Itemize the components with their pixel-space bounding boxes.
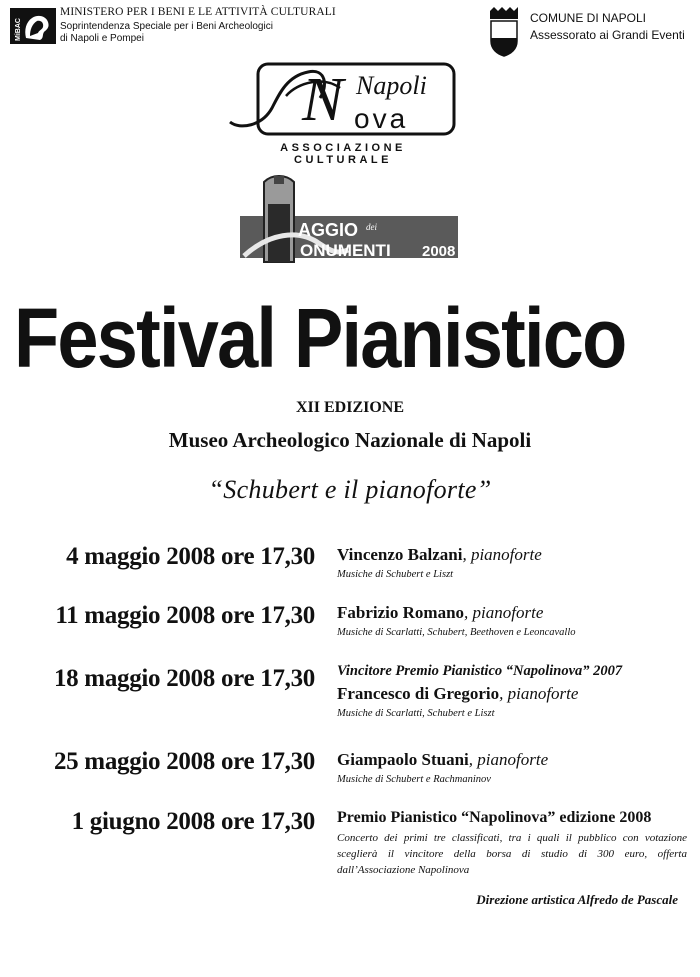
napolinova-logo-word1: Napoli xyxy=(356,71,427,100)
comune-block xyxy=(530,10,685,44)
napolinova-logo-word2: ova xyxy=(354,103,409,134)
concert-program: Musiche di Schubert e Liszt xyxy=(337,569,454,580)
performer-name: Vincenzo Balzani xyxy=(337,545,463,564)
napolinova-logo xyxy=(228,62,458,138)
concert-program: Musiche di Scarlatti, Schubert, Beethoven e Leoncavallo xyxy=(337,627,576,638)
concert-program: Musiche di Scarlatti, Schubert e Liszt xyxy=(337,708,495,719)
ministry-logo xyxy=(10,8,56,44)
comune-crest-icon xyxy=(487,7,521,57)
concert-date: 4 maggio 2008 ore 17,30 xyxy=(66,543,315,570)
concert-details xyxy=(337,603,687,640)
finale-description: Concerto dei primi tre classificati, tra i quali il pubblico con votazione sceglierà il vincitore della borsa di studio di 300 euro, offerta dall’Associazione Napolinova xyxy=(337,832,687,876)
festival-subtitle: “Schubert e il pianoforte” xyxy=(208,475,492,504)
comune-subtitle: Assessorato ai Grandi Eventi xyxy=(530,28,685,42)
maggio-year: 2008 xyxy=(422,243,456,260)
concert-details xyxy=(337,663,687,721)
performer-instrument: , pianoforte xyxy=(499,684,579,703)
venue-label: Museo Archeologico Nazionale di Napoli xyxy=(168,428,532,452)
ministry-title: MINISTERO PER I BENI E LE ATTIVITÀ CULTURALI xyxy=(60,6,336,18)
edition-label: XII EDIZIONE xyxy=(295,399,405,416)
maggio-line2: ONUMENTI xyxy=(300,241,391,260)
napolinova-logo-initial: N xyxy=(302,66,344,134)
performer-name: Giampaolo Stuani xyxy=(337,750,469,769)
ministry-subtitle xyxy=(60,21,320,45)
concert-details xyxy=(337,750,687,787)
concert-details xyxy=(337,809,687,878)
concert-details xyxy=(337,545,687,582)
ministry-subtitle-line2: di Napoli e Pompei xyxy=(60,33,144,44)
concert-program: Musiche di Schubert e Rachmaninov xyxy=(337,774,491,785)
maggio-line1: AGGIO xyxy=(298,220,359,240)
festival-title: Festival Pianistico xyxy=(14,291,626,385)
award-note: Vincitore Premio Pianistico “Napolinova” 2007 xyxy=(337,663,623,679)
ministry-logo-text: MiBAC xyxy=(15,18,22,41)
maggio-monumenti-logo xyxy=(238,174,460,268)
concert-date: 1 giugno 2008 ore 17,30 xyxy=(71,808,315,835)
performer-name: Fabrizio Romano xyxy=(337,603,465,622)
finale-title: Premio Pianistico “Napolinova” edizione 2008 xyxy=(337,809,652,826)
concert-date: 11 maggio 2008 ore 17,30 xyxy=(55,602,315,629)
performer-instrument: , pianoforte xyxy=(464,603,544,622)
ministry-subtitle-line1: Soprintendenza Speciale per i Beni Archeologici xyxy=(60,21,273,32)
concert-date: 18 maggio 2008 ore 17,30 xyxy=(53,665,315,692)
performer-name: Francesco di Gregorio xyxy=(337,684,500,703)
concert-date: 25 maggio 2008 ore 17,30 xyxy=(53,748,315,775)
artistic-direction: Direzione artistica Alfredo de Pascale xyxy=(476,892,678,907)
comune-title: COMUNE DI NAPOLI xyxy=(530,11,647,25)
performer-instrument: , pianoforte xyxy=(468,750,549,769)
maggio-small: dei xyxy=(366,222,377,232)
performer-instrument: , pianoforte xyxy=(462,545,542,564)
association-label: ASSOCIAZIONE CULTURALE xyxy=(280,142,406,166)
